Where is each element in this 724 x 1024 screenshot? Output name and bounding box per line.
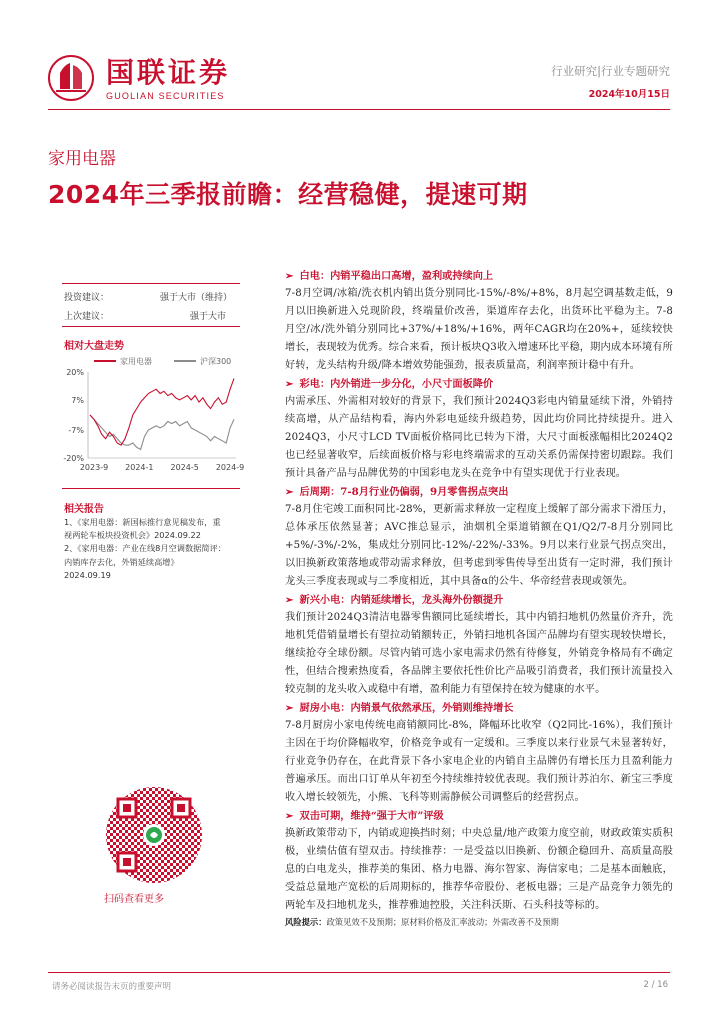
section-text: 7-8月住宅竣工面积同比-28%，更新需求释放一定程度上缓解了部分需求下滑压力，总体承压依然显著；AVC推总显示，油烟机全渠道销额在Q1/Q2/7-8月分别同比+5%/-3%/-2%，集成灶分别同比-12%/-22%/-33%。9月以来行业景气拐点突出，以旧换新政策落地或带动需求释放，但考虑到零售传导至出货有一定时滞，我们预计龙头三季度表现或与二季度相近，其中具备α的公牛、华帝经营表现或领先。	[285, 504, 673, 587]
series-line-csi300	[90, 415, 234, 449]
guolian-logo-icon	[48, 55, 94, 101]
report-type: 行业研究|行业专题研究	[551, 64, 670, 78]
legend-label: 沪深300	[200, 357, 232, 366]
header-divider	[48, 109, 670, 110]
page-title: 2024年三季报前瞻：经营稳健，提速可期	[48, 180, 528, 209]
prev-rating-label: 上次建议：	[64, 312, 110, 322]
related-line[interactable]: 1、《家用电器：新国标推行意见稿发布，重	[64, 517, 221, 527]
section-heading: ➢ 后周期：7-8月行业仍偏弱，9月零售拐点突出	[285, 486, 509, 498]
section-heading: ➢ 新兴小电：内销延续增长，龙头海外份额提升	[285, 594, 504, 606]
x-tick-label: 2024-9	[215, 463, 245, 472]
section-heading: ➢ 彩电：内外销进一步分化，小尺寸面板降价	[285, 378, 494, 390]
chart-heading: 相对大盘走势	[64, 341, 124, 352]
x-tick-label: 2024-1	[125, 463, 154, 472]
report-body	[285, 267, 673, 929]
related-reports	[64, 516, 242, 582]
risk-note: 风险提示：政策见效不及预期；原材料价格及汇率波动；外需改善不及预期	[285, 917, 559, 927]
logo-subtext: GUOLIAN SECURITIES	[106, 91, 225, 101]
y-tick-label: 20%	[66, 368, 84, 377]
footer-disclaimer[interactable]: 请务必阅读报告末页的重要声明	[52, 982, 172, 992]
legend-label: 家用电器	[120, 357, 152, 366]
rating-value: 强于大市（维持）	[160, 293, 233, 303]
sidebar-divider	[62, 326, 240, 327]
y-tick-label: 7%	[71, 395, 84, 405]
series-line-home-appliances	[90, 379, 234, 446]
related-line[interactable]: 视两轮车板块投资机会》2024.09.22	[64, 530, 201, 541]
qr-caption: 扫码查看更多	[104, 894, 164, 905]
sidebar-divider	[62, 488, 240, 489]
relative-performance-chart	[60, 352, 245, 480]
section-heading: ➢ 厨房小电：内销景气依然承压，外销则维持增长	[285, 702, 514, 714]
footer-divider	[48, 972, 670, 973]
related-line[interactable]: 2、《家用电器：产业在线8月空调数据简评：	[64, 543, 226, 554]
y-tick-label: -7%	[68, 426, 84, 436]
x-tick-label: 2024-5	[170, 463, 199, 472]
logo-text: 国联证券	[106, 56, 231, 89]
section-heading: ➢ 白电：内销平稳出口高增，盈利或持续向上	[285, 270, 494, 282]
related-line[interactable]: 内销库存去化，外销延续高增》	[64, 556, 179, 567]
prev-rating-value: 强于大市	[190, 312, 227, 322]
page-number: 2 / 16	[643, 980, 668, 990]
qr-code-icon[interactable]	[104, 785, 204, 885]
rating-label: 投资建议：	[64, 293, 110, 303]
section-text: 内需承压、外需相对较好的背景下，我们预计2024Q3彩电内销量延续下滑，外销持续高增，从产品结构看，海内外彩电延续升级趋势，因此均价同比持续提升。进入2024Q3，小尺寸LCD TV面板价格同比已转为下滑，大尺寸面板涨幅相比2024Q2也已经显著收窄，后续面板价格与彩电终端需求的互动关系仍需保持密切跟踪。我们预计具备产品与品牌优势的中国彩电龙头在竞争中有望实现优于行业表现。	[285, 396, 673, 479]
industry-label: 家用电器	[48, 149, 116, 169]
related-line[interactable]: 2024.09.19	[64, 569, 111, 580]
section-text: 7-8月空调/冰箱/洗衣机内销出货分别同比-15%/-8%/+8%，8月起空调基数走低，9月以旧换新进入兑现阶段，终端量价改善，渠道库存去化，出货环比平稳为主。7-8月空/冰/洗外销分别同比+37%/+18%/+16%，两年CAGR均在20%+，延续较快增长，表现较为优秀。综合来看，预计板块Q3收入增速环比平稳，期内成本环境有所好转，龙头结构升级/降本增效势能强劲，报表质量高，利润率预计稳中有升。	[285, 288, 673, 371]
sidebar-divider	[62, 283, 240, 284]
x-tick-label: 2023-9	[79, 463, 109, 472]
report-date: 2024年10月15日	[588, 89, 670, 100]
y-tick-label: -20%	[63, 454, 84, 463]
section-heading: ➢ 双击可期，维持“强于大市”评级	[285, 810, 444, 822]
related-heading: 相关报告	[64, 504, 104, 515]
section-text: 我们预计2024Q3清洁电器零售额同比延续增长，其中内销扫地机仍然量价齐升，洗地机凭借销量增长有望拉动销额转正，外销扫地机各国产品牌均有望实现较快增长，继续抢夺全球份额。尽管内销可选小家电需求仍然有待修复，外销竞争格局有不确定性，但结合搜索热度看，各品牌主要依托性价比产品吸引消费者，我们预计流量投入较克制的龙头收入或稳中有增，盈利能力有望保持在较为健康的水平。	[285, 612, 673, 695]
section-text: 7-8月厨房小家电传统电商销额同比-8%，降幅环比收窄（Q2同比-16%），我们预计主因在于均价降幅收窄，价格竞争或有一定缓和。三季度以来行业景气未显著转好，行业竞争仍存在，在此背景下各小家电企业的内销自主品牌仍有增长压力且盈利能力普遍承压。而出口订单从年初至今持续维持较优表现。我们预计苏泊尔、新宝三季度收入增长较领先，小熊、飞科等则需静候公司调整后的经营拐点。	[285, 720, 673, 803]
section-text: 换新政策带动下，内销或迎换挡时刻；中央总量/地产政策力度空前，财政政策实质积极，业绩估值有望双击。持续推荐：一是受益以旧换新、份额企稳回升、高质量高股息的白电龙头，推荐美的集团、格力电器、海尔智家、海信家电；二是基本面触底，受益总量地产宽松的后周期标的，推荐华帝股份、老板电器；三是产品竞争力领先的两轮车及扫地机龙头，推荐雅迪控股，关注科沃斯、石头科技等标的。	[285, 828, 673, 911]
